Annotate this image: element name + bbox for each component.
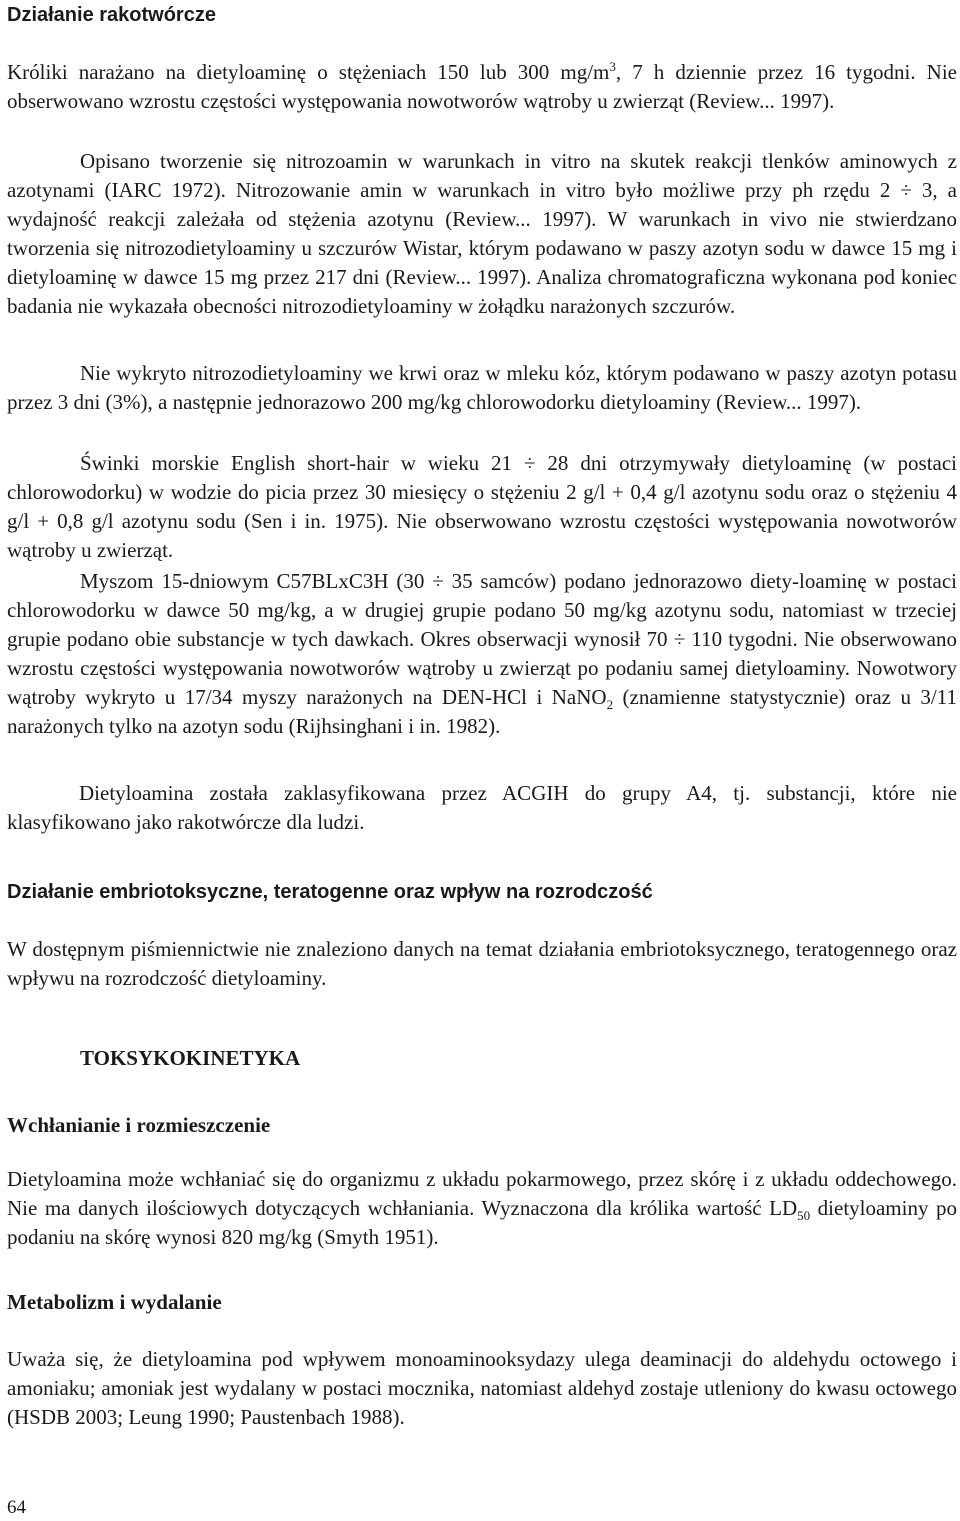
subscript-2: 2	[606, 697, 614, 713]
superscript-3: 3	[609, 59, 616, 74]
paragraph-kroliki-text-b: , 7 h dziennie przez 16 tygodni. Nie obserwowano wzrostu częstości występowania nowotworów wątroby u zwierząt (Review... 1997).	[7, 60, 957, 113]
paragraph-embrio: W dostępnym piśmiennictwie nie znaleziono danych na temat działania embriotoksycznego, teratogennego oraz wpływu na rozrodczość dietyloaminy.	[7, 937, 957, 990]
heading-wchlanianie: Wchłanianie i rozmieszczenie	[7, 1113, 271, 1137]
paragraph-swinki-morskie: Świnki morskie English short-hair w wieku 21 ÷ 28 dni otrzymywały dietyloaminę (w postaci chlorowodorku) w wodzie do picia przez 30 miesięcy o stężeniu 2 g/l + 0,4 g/l azotynu sodu oraz o stężeniu 4 g/l + 0,8 g/l azotynu sodu (Sen i in. 1975). Nie obserwowano wzrostu częstości występowania nowotworów wątroby u zwierząt.	[7, 451, 957, 562]
paragraph-metabolizm: Uważa się, że dietyloamina pod wpływem monoaminooksydazy ulega deaminacji do aldehydu octowego i amoniaku; amoniak jest wydalany w postaci mocznika, natomiast aldehyd zostaje utleniony do kwasu octowego (HSDB 2003; Leung 1990; Paustenbach 1988).	[7, 1347, 957, 1429]
heading-toksykokinetyka: TOKSYKOKINETYKA	[80, 1046, 301, 1070]
paragraph-nitrozoaminy: Opisano tworzenie się nitrozoamin w warunkach in vitro na skutek reakcji tlenków aminowych z azotynami (IARC 1972). Nitrozowanie amin w warunkach in vitro było możliwe przy ph rzędu 2 ÷ 3, a wydajność reakcji zależała od stężenia azotynu (Review... 1997). W warunkach in vivo nie stwierdzano tworzenia się nitrozodietyloaminy u szczurów Wistar, którym podawano w paszy azotyn sodu w dawce 15 mg i dietyloaminę w dawce 15 mg przez 217 dni (Review... 1997). Analiza chromatograficzna wykonana pod koniec badania nie wykazała obecności nitrozodietyloaminy w żołądku narażonych szczurów.	[7, 149, 957, 318]
paragraph-wchlanianie-text-a: Dietyloamina może wchłaniać się do organizmu z układu pokarmowego, przez skórę i z układu oddechowego. Nie ma danych ilościowych dotyczących wchłaniania. Wyznaczona dla królika wartość LD	[7, 1167, 957, 1220]
paragraph-myszy-text-a: Myszom 15-dniowym C57BLxC3H (30 ÷ 35 samców) podano jednorazowo diety-loaminę w postaci chlorowodorku w dawce 50 mg/kg, a w drugiej grupie podano 50 mg/kg azotynu sodu, natomiast w trzeciej grupie podano obie substancje w tych dawkach. Okres obserwacji wynosił 70 ÷ 110 tygodni. Nie obserwowano wzrostu częstości występowania nowotworów wątroby u zwierząt po podaniu samej dietyloaminy. Nowotwory wątroby wykryto u 17/34 myszy narażonych na DEN-HCl i NaNO	[7, 569, 957, 709]
heading-metabolizm: Metabolizm i wydalanie	[7, 1290, 222, 1314]
paragraph-wchlanianie	[7, 1165, 957, 1252]
paragraph-kroliki-text-a: Króliki narażano na dietyloaminę o stężeniach 150 lub 300 mg/m	[7, 60, 610, 84]
paragraph-kozy: Nie wykryto nitrozodietyloaminy we krwi oraz w mleku kóz, którym podawano w paszy azotyn potasu przez 3 dni (3%), a następnie jednorazowo 200 mg/kg chlorowodorku dietyloaminy (Review... 1997).	[7, 361, 957, 414]
heading-dzialanie-rakotworcze: Działanie rakotwórcze	[7, 4, 216, 26]
paragraph-kroliki	[7, 58, 957, 116]
paragraph-wchlanianie-text-b: dietyloaminy po podaniu na skórę wynosi 820 mg/kg (Smyth 1951).	[7, 1196, 957, 1249]
paragraph-myszy	[7, 567, 957, 741]
page-number: 64	[7, 1497, 26, 1518]
paragraph-acgih: Dietyloamina została zaklasyfikowana przez ACGIH do grupy A4, tj. substancji, które nie klasyfikowano jako rakotwórcze dla ludzi.	[7, 781, 957, 834]
heading-embriotoksyczne: Działanie embriotoksyczne, teratogenne oraz wpływ na rozrodczość	[7, 881, 653, 903]
paragraph-myszy-text-b: (znamienne statystycznie) oraz u 3/11 narażonych tylko na azotyn sodu (Rijhsinghani i in. 1982).	[7, 685, 957, 738]
subscript-50: 50	[797, 1208, 811, 1224]
